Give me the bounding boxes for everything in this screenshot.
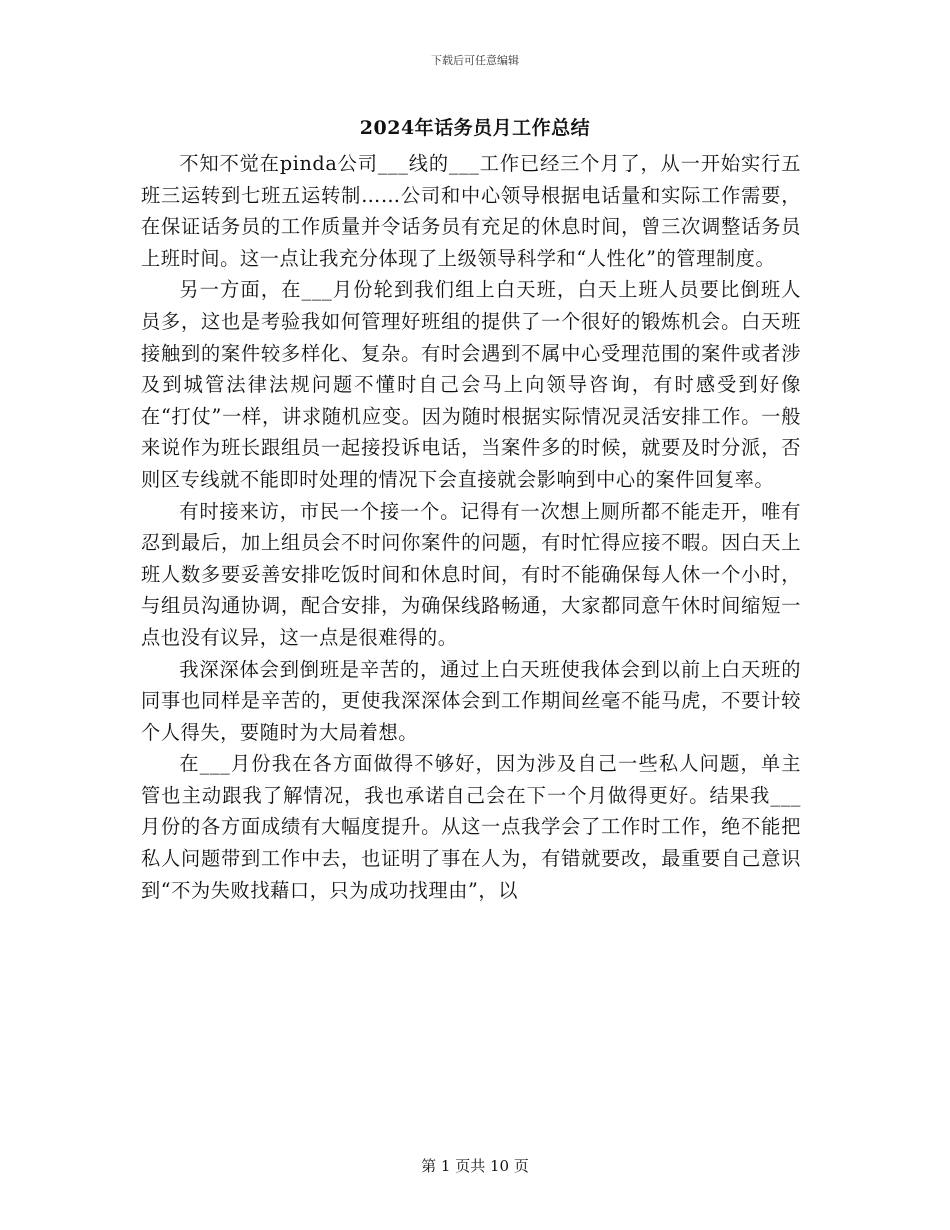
paragraph-3: 有时接来访，市民一个接一个。记得有一次想上厕所都不能走开，唯有忍到最后，加上组员会不时问你案件的问题，有时忙得应接不暇。因白天上班人数多要妥善安排吃饭时间和休息时间，有时不能确保每人休一个小时，与组员沟通协调，配合安排，为确保线路畅通，大家都同意午休时间缩短一点也没有议异，这一点是很难得的。 (141, 499, 801, 649)
paragraph-2: 另一方面，在___月份轮到我们组上白天班，白天上班人员要比倒班人员多，这也是考验我如何管理好班组的提供了一个很好的锻炼机会。白天班接触到的案件较多样化、复杂。有时会遇到不属中心受理范围的案件或者涉及到城管法律法规问题不懂时自己会马上向领导咨询，有时感受到好像在“打仗”一样，讲求随机应变。因为随时根据实际情况灵活安排工作。一般来说作为班长跟组员一起接投诉电话，当案件多的时候，就要及时分派，否则区专线就不能即时处理的情况下会直接就会影响到中心的案件回复率。 (141, 278, 801, 491)
download-note: 下载后可任意编辑 (431, 54, 519, 67)
document-body (141, 148, 801, 906)
paragraph-5: 在___月份我在各方面做得不够好，因为涉及自己一些私人问题，单主管也主动跟我了解情况，我也承诺自己会在下一个月做得更好。结果我___月份的各方面成绩有大幅度提升。从这一点我学会了工作时工作，绝不能把私人问题带到工作中去，也证明了事在人为，有错就要改，最重要自己意识到“不为失败找藉口，只为成功找理由”，以 (141, 752, 801, 902)
document-title: 2024年话务员月工作总结 (359, 117, 591, 139)
paragraph-4: 我深深体会到倒班是辛苦的，通过上白天班使我体会到以前上白天班的同事也同样是辛苦的，更使我深深体会到工作期间丝毫不能马虎，不要计较个人得失，要随时为大局着想。 (141, 657, 801, 744)
paragraph-1: 不知不觉在pinda公司___线的___工作已经三个月了，从一开始实行五班三运转到七班五运转制……公司和中心领导根据电话量和实际工作需要，在保证话务员的工作质量并令话务员有充足的休息时间，曾三次调整话务员上班时间。这一点让我充分体现了上级领导科学和“人性化”的管理制度。 (141, 152, 801, 270)
page-number: 第 1 页共 10 页 (421, 1157, 529, 1175)
